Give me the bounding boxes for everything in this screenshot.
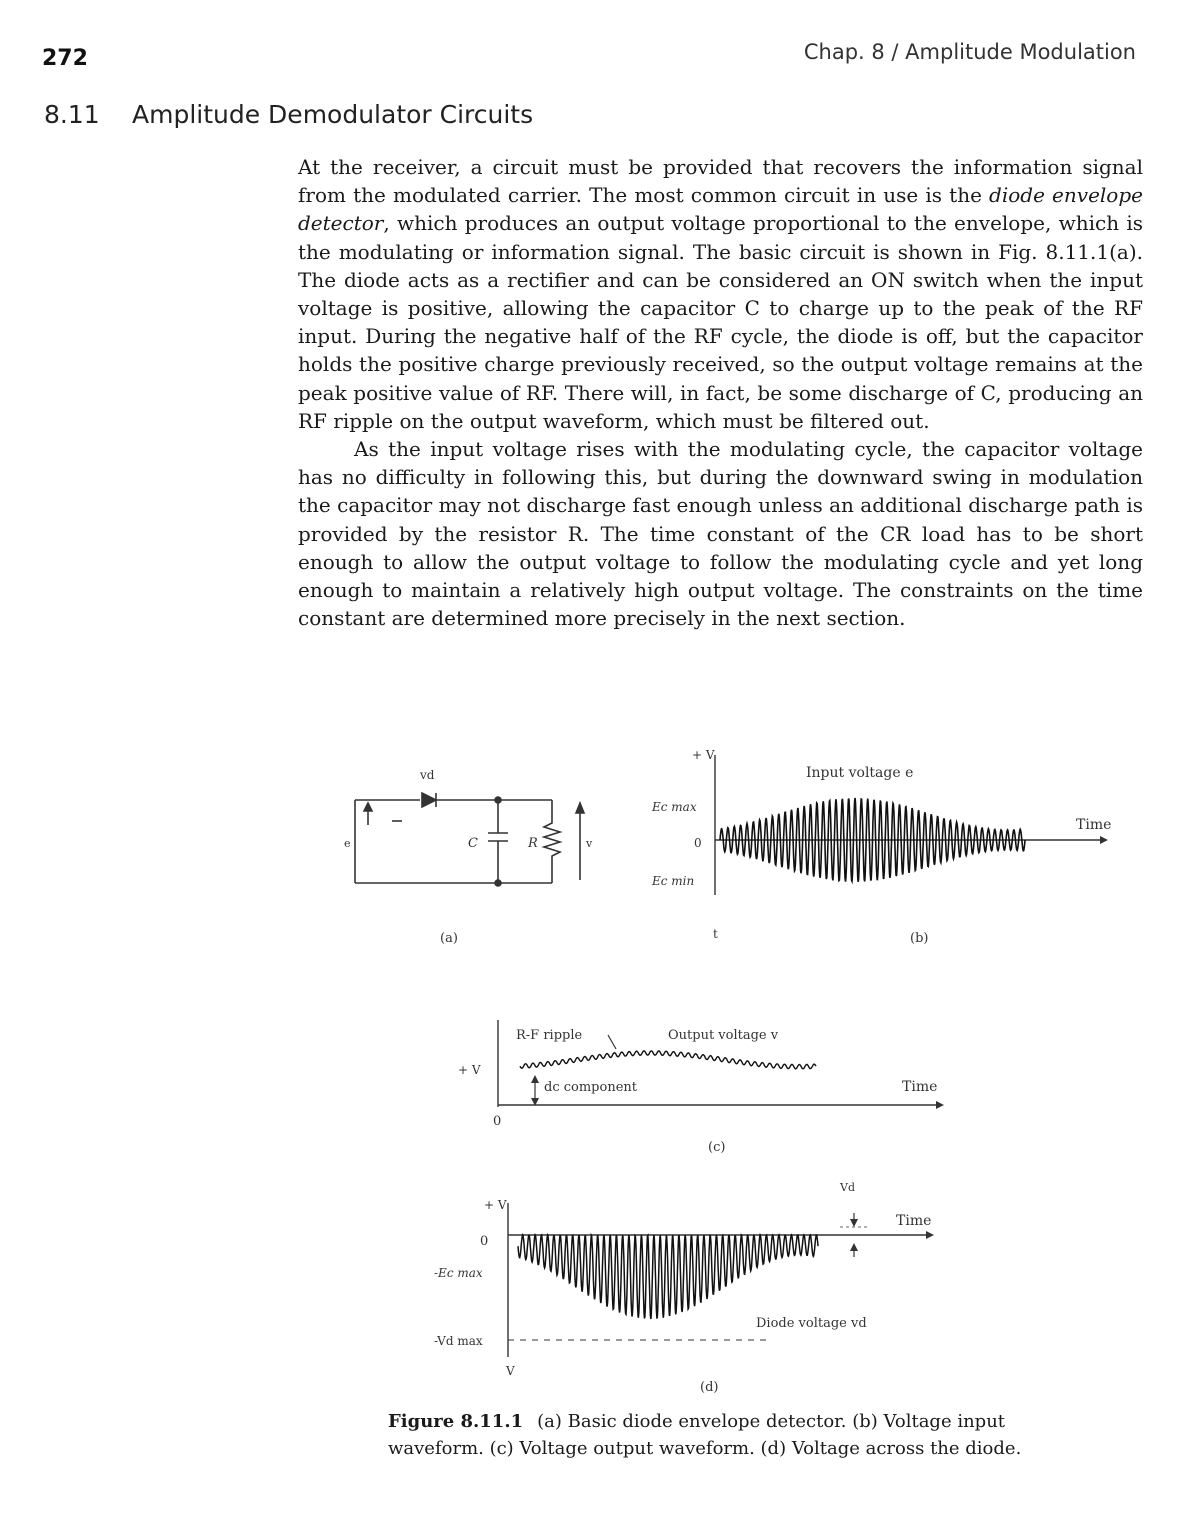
subfigure-label-c: (c) xyxy=(708,1140,726,1155)
plus-v-label-c: + V xyxy=(458,1063,481,1077)
tick-label-b: t xyxy=(713,927,718,941)
dc-component-label: dc component xyxy=(544,1080,637,1095)
neg-vdmax-label-d: -Vd max xyxy=(434,1334,483,1348)
paragraph-text: At the receiver, a circuit must be provided that recovers the information signal from the modulated carrier. The most common circuit in use is the xyxy=(298,155,1143,208)
time-label-d: Time xyxy=(896,1213,932,1229)
emax-label-b: Ec max xyxy=(652,800,697,814)
diode-label: vd xyxy=(420,768,435,782)
section-heading xyxy=(44,100,533,129)
output-voltage-label: v xyxy=(586,837,593,850)
subfigure-label-b: (b) xyxy=(910,931,929,946)
subfigure-label-d: (d) xyxy=(700,1380,719,1395)
figure-caption xyxy=(388,1408,1088,1462)
running-head: Chap. 8 / Amplitude Modulation xyxy=(803,40,1136,64)
capacitor-label: C xyxy=(468,836,478,851)
figure-8-11-1 xyxy=(330,735,1150,1415)
input-voltage-label-b: Input voltage e xyxy=(806,765,914,781)
section-title: Amplitude Demodulator Circuits xyxy=(132,100,534,129)
zero-label-b: 0 xyxy=(694,836,702,850)
caption-text: (a) Basic diode envelope detector. (b) Voltage input waveform. (c) Voltage output waveform. (d) Voltage across the diode. xyxy=(388,1411,1022,1459)
plus-v-label-d: + V xyxy=(484,1198,507,1212)
paragraph-text: , which produces an output voltage proportional to the envelope, which is the modulating or information signal. The basic circuit is shown in Fig. 8.11.1(a). The diode acts as a rectifier and can be considered an ON switch when the input voltage is positive, allowing the capacitor C to charge up to the peak of the RF input. During the negative half of the RF cycle, the diode is off, but the capacitor holds the positive charge previously received, so the output voltage remains at the peak positive value of RF. There will, in fact, be some discharge of C, producing an RF ripple on the output waveform, which must be filtered out. xyxy=(298,211,1143,433)
vd-marker-label: Vd xyxy=(840,1181,855,1194)
diode-voltage-label: Diode voltage vd xyxy=(756,1316,867,1331)
figure-svg xyxy=(330,735,1150,1415)
section-number: 8.11 xyxy=(44,100,100,129)
body-text xyxy=(298,153,1143,632)
page-number: 272 xyxy=(42,46,88,71)
output-voltage-label-c: Output voltage v xyxy=(668,1028,779,1043)
paragraph xyxy=(298,153,1143,435)
time-label-c: Time xyxy=(902,1079,938,1095)
diode-voltage-panel xyxy=(508,1203,934,1357)
output-envelope-waveform xyxy=(520,1051,816,1069)
zero-label-d: 0 xyxy=(480,1234,489,1249)
neg-emax-label-d: -Ec max xyxy=(434,1266,483,1280)
emphasis-term: diode envelope detector xyxy=(298,183,1143,236)
input-voltage-label: e xyxy=(344,837,351,850)
subfigure-label-a: (a) xyxy=(440,931,458,946)
emin-label-b: Ec min xyxy=(652,874,695,888)
diode-voltage-waveform xyxy=(518,1235,818,1319)
plus-v-label-b: + V xyxy=(692,748,715,762)
caption-label: Figure 8.11.1 xyxy=(388,1411,524,1432)
resistor-label: R xyxy=(528,836,538,851)
paragraph: As the input voltage rises with the modulating cycle, the capacitor voltage has no difficulty in following this, but during the downward swing in modulation the capacitor may not discharge fast enough unless an additional discharge path is provided by the resistor R. The time constant of the CR load has to be short enough to allow the output voltage to follow the modulating cycle and yet long enough to maintain a relatively high output voltage. The constraints on the time constant are determined more precisely in the next section. xyxy=(298,437,1143,631)
zero-label-c: 0 xyxy=(493,1114,502,1129)
time-label-b: Time xyxy=(1076,817,1112,833)
rf-ripple-label: R-F ripple xyxy=(516,1028,583,1043)
tick-label-d: V xyxy=(506,1364,515,1378)
